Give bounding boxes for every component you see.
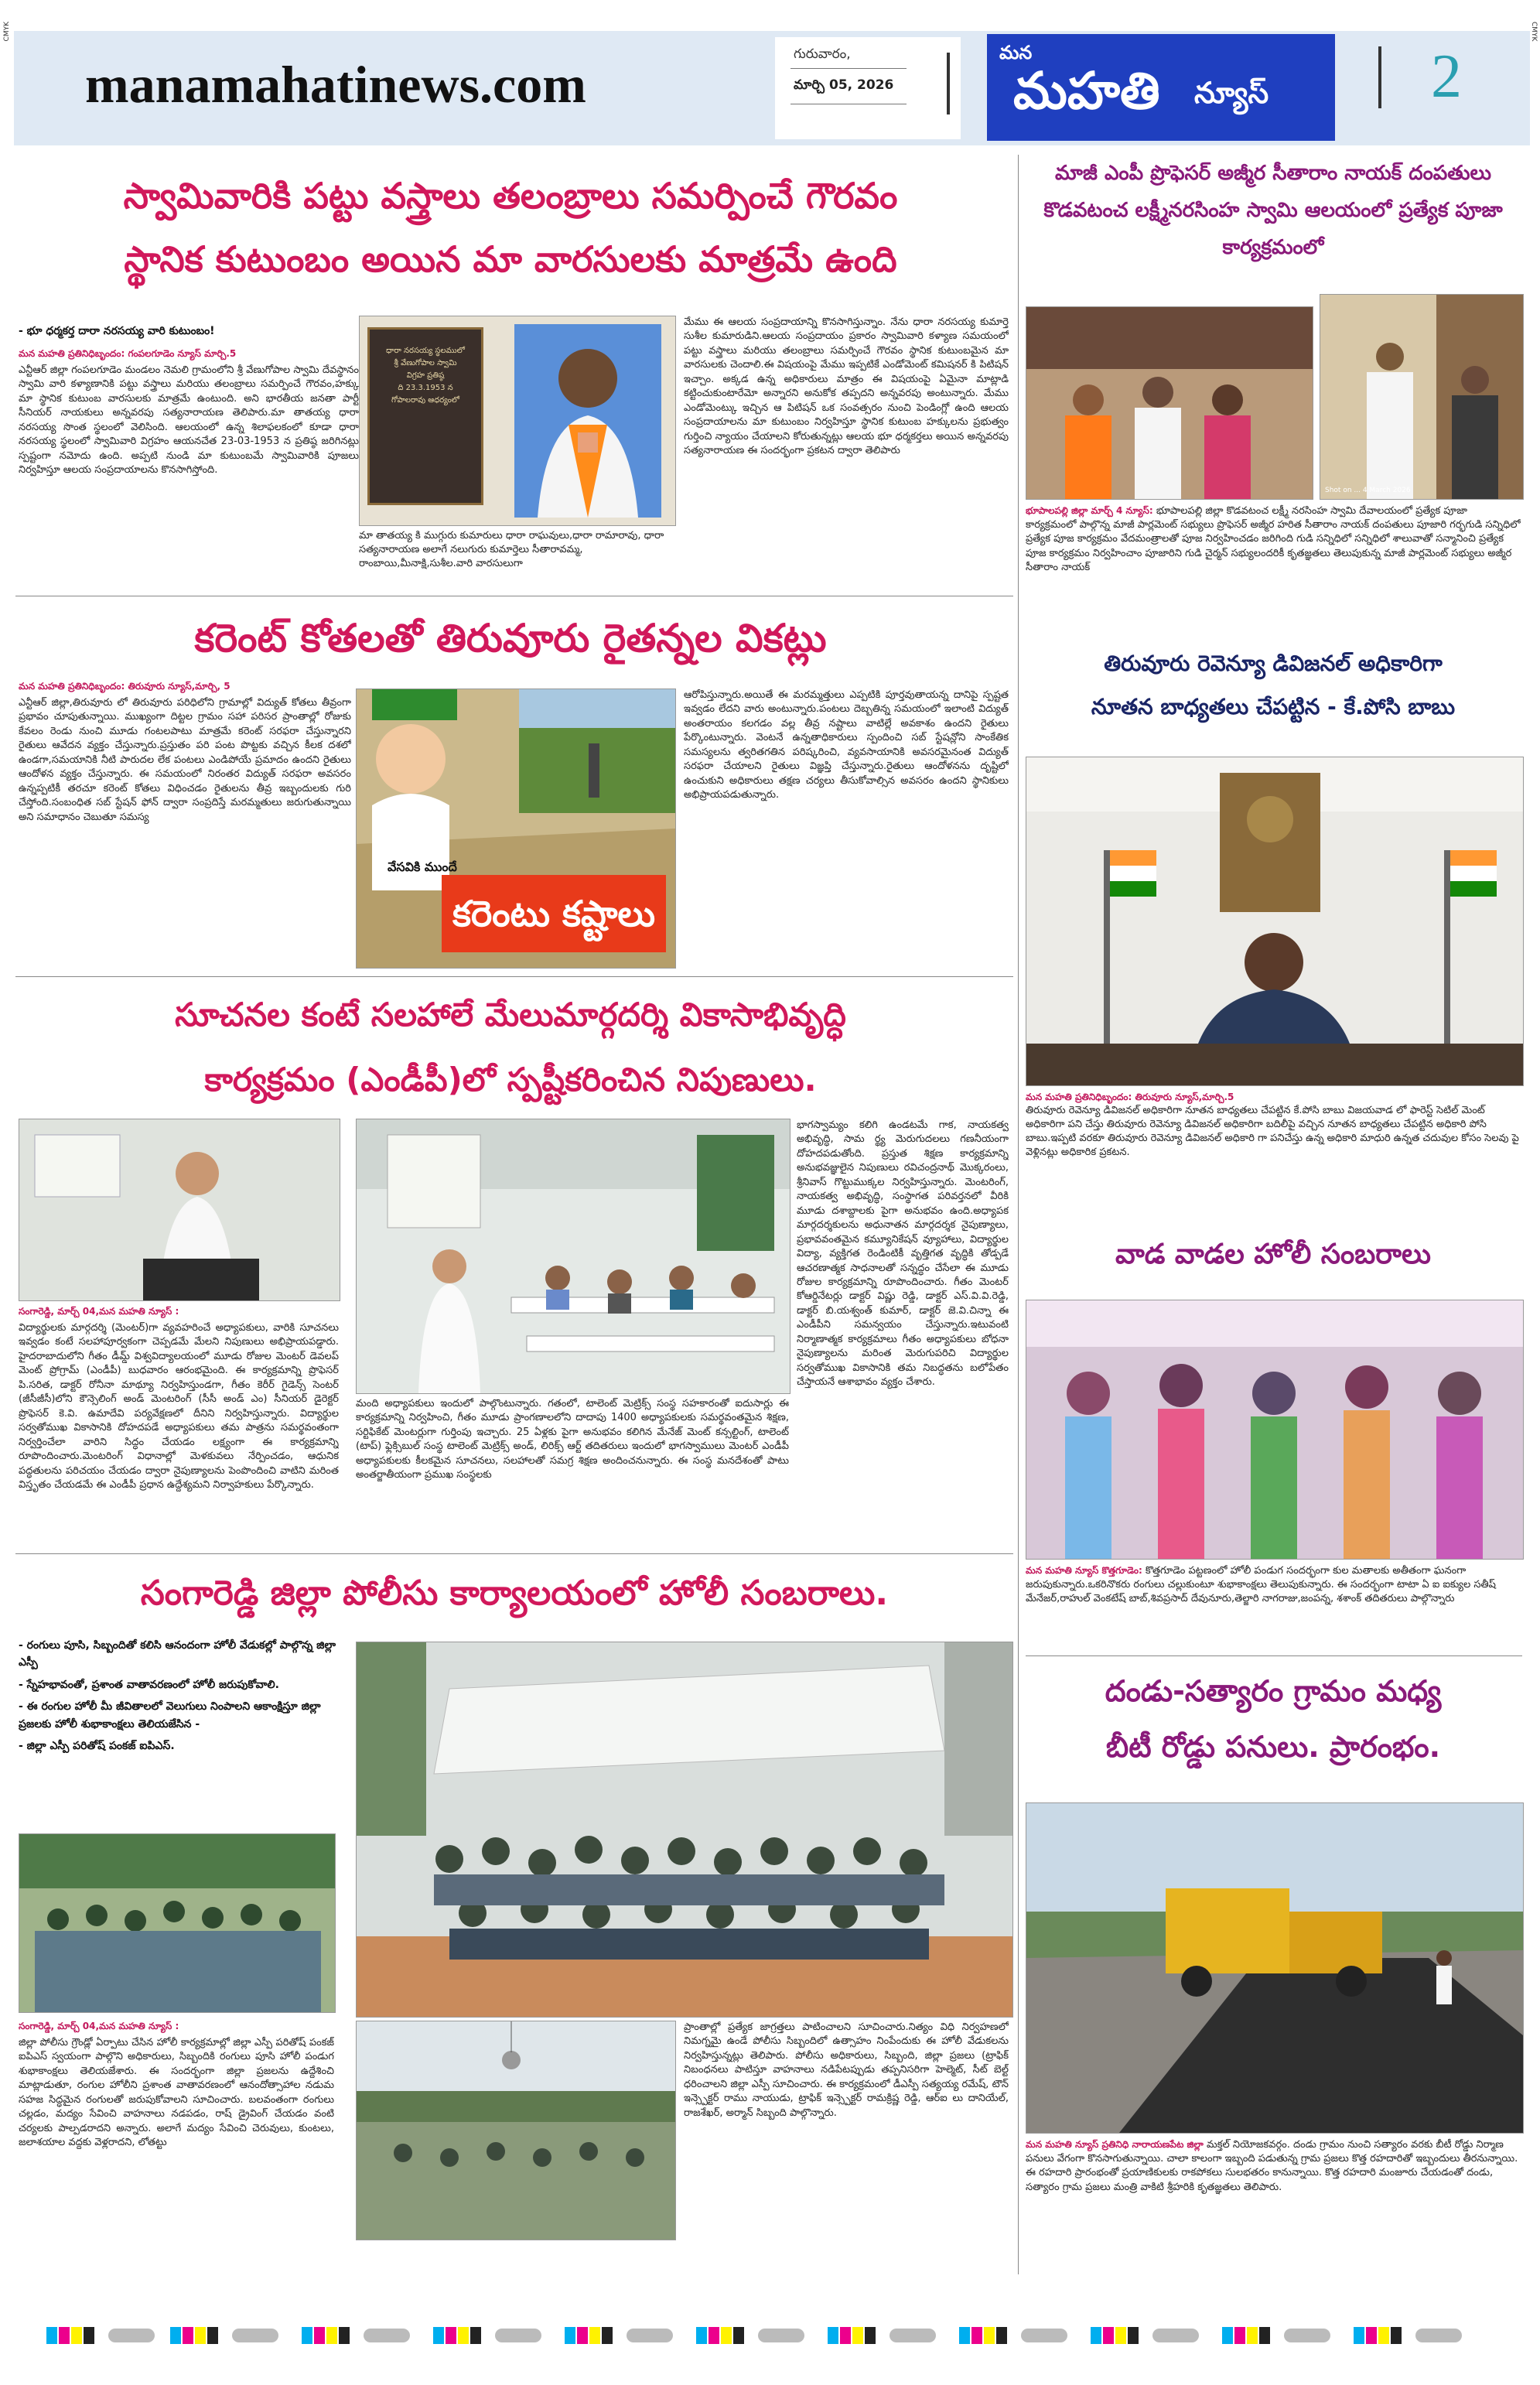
plaque-line: శ్రీ వేణుగోపాల స్వామి (394, 359, 457, 367)
story8-headline (1026, 1663, 1521, 1775)
story1-headline-line1: స్వామివారికి పట్టు వస్త్రాలు తలంబ్రాలు సమర్పించే గౌరవం (123, 175, 898, 217)
officer-office-illustration (1026, 757, 1523, 1085)
story6-photo (1026, 757, 1524, 1086)
story3-headline (15, 982, 1006, 1112)
registration-bar (46, 2327, 1493, 2344)
page-divider-vertical (1378, 46, 1381, 108)
story4-headline: సంగారెడ్డి జిల్లా పోలీసు కార్యాలయంలో హోలీ సంబరాలు. (140, 1573, 889, 1613)
story4-column-1: జిల్లా పోలీసు గ్రౌండ్లో ఏర్పాటు చేసిన హోలీ కార్యక్రమాల్లో జిల్లా ఎస్పీ పరితోష్ పంకజ్ ఐపిఎస్ స్వయంగా పాల్గొని అధికారులు, సిబ్బందికి రంగులు పూసి హోలీ పండుగ శుభాకాంక్షలు తెలియజేశారు. ఈ సందర్భంగా జిల్లా ప్రజలను ఉద్దేశించి మాట్లాడుతూ, రంగుల హోలీని ప్రశాంత వాతావరణంలో ఆనందోత్సాహాల నడుమ సహజ సిద్ధమైన రంగులతో జరుపుకోవాలని సూచించారు. బలవంతంగా రంగులు చల్లడం, మద్యం సేవించి వాహనాలు నడపడం, రాష్ డ్రైవింగ్ చేయడం వంటి చర్యలకు పాల్పడరాదని అన్నారు. అలాగే మద్యం సేవించి చెరువులు, కుంటలు, జలాశయాల వద్దకు వెళ్లరాదని, లోతట్టు (19, 2037, 334, 2149)
story2-column-1: ఎన్టీఆర్ జిల్లా,తిరువూరు లో తిరువూరు పరిధిలోని గ్రామాల్లో విద్యుత్ కోతలు తీవ్రంగా ప్రభావం చూపుతున్నాయి. ముఖ్యంగా దిట్టల గ్రామం సహా పరిసర ప్రాంతాల్లో రోజుకు కేవలం రెండు నుంచి మూడు గంటలపాటు మాత్రమే కరెంట్ సరఫరా చేస్తున్నారని రైతులు ఆవేదన వ్యక్తం చేస్తున్నారు.ప్రస్తుతం పరి పంట పొట్టకు వచ్చిన కీలక దశలో ఉండగా,సమయానికి నీటి పారుదల లేక పంటలు ఎండిపోయే ప్రమాదం ఉందని రైతులు ఆందోళన వ్యక్తం చేస్తున్నారు. ఈ సమయంలో నిరంతర విద్యుత్ సరఫరా అవసరం ఉన్నప్పటికీ తరచూ కరెంట్ కోతలు విధించడం రైతులను తీవ్ర ఇబ్బందులకు గురి చేస్తోంది.సంబంధిత సబ్ స్టేషన్ ఫోన్ ద్వారా సంప్రదిస్తే మరమ్మతులు జరుగుతున్నాయి అని సమాధానం చెబుతూ సమస్య (19, 697, 351, 823)
story7-body: కొత్తగూడెం పట్టణంలో హోలీ పండుగ సందర్భంగా కుల మతాలకు అతీతంగా ఘనంగా జరుపుకున్నారు.ఒకరినొకరు రంగులు చల్లుకుంటూ శుభాకాంక్షలు తెలుపుకున్నారు. ఈ సందర్భంగా టాటా ఏ ఐ ఐక్యుల సతీష్ మేనేజర్,రాహుల్ వెంకటేష్ బాబ్,శివప్రసాద్ దేవునూరు,తెల్జారి నాగరాజు,జంపన్న, శశాంక్ తదితరులు పాల్గొన్నారు (1026, 1565, 1496, 1605)
date-divider-vertical (947, 53, 950, 114)
story6-body: తిరువూరు రెవెన్యూ డివిజనల్ అధికారిగా నూతన బాధ్యతలు చేపట్టిన కే.పోసి బాబు విజయవాడ లో ఫారెస్ట్ సెటిల్ మెంట్ అధికారిగా పని చేస్తు తిరువూరు రెవెన్యూ డివిజనల్ అధికారిగా బదిలీపై వచ్చిన నూతన బాధ్యతలు చేపట్టిన అధికారి పోసి బాబు.ఇప్పటి వరకూ తిరువూరు రెవెన్యూ డివిజనల్ అధికారి గా పనిచేస్తు ఉన్న అధికారి మాధురి ఉన్నత చదువుల కోసం సెలవు పై వెళ్లినట్లు అధికారిక ప్రకటన. (1026, 1104, 1519, 1159)
plaque-line: గోపాలరావు ఆధర్యంలో (391, 396, 459, 405)
story1-headline (15, 164, 1006, 291)
story3-headline-line2: కార్యక్రమం (ఎండీపీ)లో స్పష్టీకరించిన నిపుణులు. (204, 1061, 817, 1099)
story1-column-1: ఎన్టీఆర్ జిల్లా గంపలగూడెం మండలం నెమలి గ్రామంలోని శ్రీ వేణుగోపాల స్వామి దేవస్థానం స్వామి వారి కళ్యాణానికి పట్టు వస్త్రాలు మరియు తలంబ్రాలు సమర్పించే గౌరవం,హక్కు మా స్థానిక కుటుంబ వారసులకు మాత్రమే ఉంటుంది. అని భారతీయ జనతా పార్టీ సీనియర్ నాయకులు అన్నవరపు సత్యనారాయణ తెలిపారు.మా తాతయ్య ధారా నరసయ్య సొంత స్థలంలో వెలిసింది. ఆలయంలో ఉన్న శిలాఫలకంలో కూడా ధారా నరసయ్య స్థలంలో స్వామివారి విగ్రహం ఆయనచేత 23-03-1953 న ప్రతిష్ఠ జరిగినట్లు స్పష్టంగా నమోదు ఉంది. అప్పటి నుండి మా కుటుంబమే స్వామివారికి పూజలు నిర్వహిస్తూ ఆలయ సంప్రదాయాలను కొనసాగిస్తోంది. (19, 364, 359, 477)
story1-subhead: - భూ ధర్మకర్త దారా నరసయ్య వారి కుటుంబం! (19, 325, 215, 337)
story3-column-3: భాగస్వామ్యం కలిగి ఉండటమే గాక, నాయకత్వ అభివృద్ధి, సామ ర్థ్య మెరుగుదలలు గణనీయంగా దోహదపడుతోంది. ప్రస్తుత శిక్షణ కార్యక్రమాన్ని అనుభవజ్ఞులైన నిపుణులు రవిచంద్రనాథ్ మొక్కరంలు, శ్రీనివాస్ గొట్టుముక్కల నిర్వహిస్తున్నారు. మెంటరింగ్, నాయకత్వ అభివృద్ధి, సంస్థాగత పరివర్తనలో వీరికి మూడు దశాబ్దాలకు పైగా అనుభవం ఉంది.అధ్యాపక మార్గదర్శకులను అధునాతన మార్గదర్శక నైపుణ్యాలు, ప్రభావవంతమైన కమ్యూనికేషన్ వ్యూహాలు, విద్యార్థుల విద్యా, వ్యక్తిగత రెండింటికీ వృత్తిగత వృద్ధికి తోడ్పడే ఆచరణాత్మక సాధనాలతో సన్నద్ధం చేసేలా ఈ మూడు రోజుల కార్యక్రమాన్ని రూపొందించారు. గీతం మెంటర్ కోఆర్డినేటర్లు డాక్టర్ విష్ణు రెడ్డి, డాక్టర్ ఎస్.వి.వి.రెడ్డి, డాక్టర్ బి.యశ్వంత్ కుమార్, డాక్టర్ జె.వి.చిన్నా ఈ ఎండీపీని సమన్వయం చేస్తున్నారు.ఇటువంటి నిర్మాణాత్మక కార్యక్రమాలు గీతం అధ్యాపకులు బోధనా నైపుణ్యాలను మరింత మెరుగుపరిచి విద్యార్థుల సర్వతోముఖ వికాసానికి తమ నిబద్ధతను బలోపేతం చేస్తాయనే ఆశాభావం వ్యక్తం చేశారు. (797, 1119, 1009, 1389)
story3-dateline: సంగారెడ్డి, మార్చ్ 04,మన మహతి న్యూస్ : (19, 1306, 179, 1317)
story2-column-3: ఆరోపిస్తున్నారు.అయితే ఈ మరమ్మత్తులు ఎప్పటికి పూర్తవుతాయన్న దానిపై స్పష్టత ఇవ్వడం లేదని వారు అంటున్నారు.పంటలు దెబ్బతిన్న సమయంలో ఇలాంటి విద్యుత్ అంతరాయం కలగడం వల్ల తీవ్ర నష్టాలు వాటిల్లే అవకాశం ఉందని రైతులు పేర్కొంటున్నారు. వెంటనే ఉన్నతాధికారులు స్పందించి సబ్ స్టేషన్లోని సాంకేతిక సమస్యలను త్వరితగతిన పరిష్కరించి, వ్యవసాయానికి అవసరమైనంత విద్యుత్ సరఫరా చేయాలని రైతులు విజ్ఞప్తి చేస్తున్నారు.రైతులు ఆందోళనను దృష్టిలో ఉంచుకుని అధికారులు తక్షణ చర్యలు తీసుకోవాల్సిన అవసరం ఉందని స్థానికులు అభిప్రాయపడుతున్నారు. (684, 689, 1009, 801)
story6-headline-line1: తిరువూరు రెవెన్యూ డివిజనల్ అధికారిగా (1104, 651, 1443, 676)
story1-photo-caption: మా తాతయ్య కి ముగ్గురు కుమారులు ధారా రాఘవులు,ధారా రామారావు, ధారా సత్యనారాయణ అలాగే నలుగురు కుమార్తెలు సీతారావమ్మ, రాంబాయి,మీనాక్షి,సుశీల.వారి వారసులుగా (359, 530, 664, 570)
road-construction-illustration (1026, 1803, 1523, 2133)
story3-photo-speaker (19, 1119, 340, 1301)
story7-headline: వాడ వాడల హోలీ సంబరాలు (1115, 1239, 1431, 1270)
story4-photo-small (19, 1833, 336, 2013)
story6-text (1026, 1091, 1521, 1191)
page-number: 2 (1431, 43, 1462, 111)
bullet-item: - స్నేహభావంతో, ప్రశాంత వాతావరణంలో హోలీ జరుపుకోవాలి. (19, 1678, 279, 1691)
divider (15, 1553, 1013, 1554)
temple-interior-illustration (1320, 295, 1523, 499)
logo-small-text: మన (999, 42, 1033, 63)
plaque-line: ధారా నరసయ్య స్థలములో (386, 347, 465, 355)
holi-ground-illustration (357, 2021, 675, 2240)
masthead-logo (987, 34, 1335, 141)
divider (15, 976, 1013, 977)
column-divider (1018, 155, 1019, 2274)
divider (1026, 1655, 1522, 1656)
holi-group-illustration (357, 1642, 1012, 2017)
story1-photo (359, 316, 676, 526)
story4-dateline: సంగారెడ్డి, మార్చ్ 04,మన మహతి న్యూస్ : (19, 2021, 179, 2031)
issue-day: గురువారం, (794, 46, 851, 62)
story4-column-3: ప్రాంతాల్లో ప్రత్యేక జాగ్రత్తలు పాటించాలని సూచించారు.నిత్యం విధి నిర్వహణలో నిమగ్నమై ఉండే పోలీసు సిబ్బందిలో ఉత్సాహం నింపేందుకు ఈ హోలీ వేడుకలను నిర్వహిస్తున్నట్లు తెలిపారు. పోలీసు అధికారులు, సిబ్బంది, జిల్లా ప్రజలు (ట్రాఫిక్ నిబంధనలు పాటిస్తూ వాహనాలు నడిపేటప్పుడు తప్పనిసరిగా హెల్మెట్, సీట్ బెల్ట్ ధరించాలని జిల్లా ఎస్పీ సూచించారు. ఈ కార్యక్రమంలో డీఎస్పీ సత్యయ్య రమేష్, టౌన్ ఇన్స్పెక్టర్ రాము నాయుడు, ట్రాఫిక్ ఇన్స్పెక్టర్ రామక్రిష్ణ రెడ్డి, ఆర్ఐ లు దానియేల్, రాజశేఖర్, అర్మాన్ సిబ్బంది పాల్గొన్నారు. (684, 2021, 1009, 2119)
issue-date: మార్చి 05, 2026 (794, 77, 894, 93)
classroom-illustration (357, 1119, 790, 1393)
story3-photo-classroom (356, 1119, 790, 1394)
bullet-item: - జిల్లా ఎస్పీ పరితోష్ పంకజ్ ఐపిఎస్. (19, 1739, 175, 1752)
holi-crowd-illustration (19, 1834, 335, 2012)
story5-photo-right (1320, 294, 1524, 500)
story2-dateline: మన మహతి ప్రతినిధిబృందం: తిరువూరు న్యూస్,మార్చి, 5 (19, 681, 230, 692)
image-banner-top: వేసవికి ముందే (388, 859, 457, 874)
story8-text (1026, 2138, 1521, 2247)
story2-headline: కరెంట్ కోతలతో తిరువూరు రైతన్నల వికట్లు (194, 616, 827, 661)
date-divider-1 (790, 68, 907, 69)
logo-main-text: మహతి (1013, 61, 1160, 121)
story8-body: మక్తల్ నియోజకవర్గం. దండు గ్రామం నుంచి సత్యారం వరకు బీటీ రోడ్డు నిర్మాణ పనులు వేగంగా కొనసాగుతున్నాయి. చాలా కాలంగా ఇబ్బంది పడుతున్న గ్రామ ప్రజలు కొత్త రహదారితో ఇబ్బందులు తీరనున్నాయి. ఈ రహదారి ప్రారంభంతో ప్రయాణికులకు రాకపోకలు సులభతరం కానున్నాయి. కొత్త రహదారి మంజూరు చేయడంతో దండు, సత్యారం గ్రామ ప్రజలు మంత్రి వాకిటి శ్రీహరికి కృతజ్ఞతలు తెలిపారు. (1026, 2139, 1518, 2193)
story3-headline-line1: సూచనల కంటే సలహాలే మేలుమార్గదర్శి వికాసాభివృద్ధి (175, 996, 846, 1034)
story2-image (356, 689, 676, 969)
story6-headline (1026, 642, 1521, 729)
story5-photo-left (1026, 306, 1313, 500)
story5-headline: మాజీ ఎంపీ ప్రొఫెసర్ అజ్మీర సీతారాం నాయక్ దంపతులు కొడవటంచ లక్ష్మీనరసింహ స్వామి ఆలయంలో ప్రత్యేక పూజా కార్యక్రమంలో (1043, 162, 1503, 259)
story5-text (1026, 504, 1521, 616)
story7-dateline: మన మహతి న్యూస్ కొత్తగూడెం: (1026, 1565, 1142, 1576)
story8-photo (1026, 1802, 1524, 2134)
person-portrait (514, 324, 661, 518)
story1-dateline: మన మహతి ప్రతినిధిబృందం: గంపలగూడెం న్యూస్ మార్చి.5 (19, 348, 237, 359)
story6-headline-line2: నూతన బాధ్యతలు చేపట్టిన - కే.పోసి బాబు (1091, 694, 1456, 719)
story3-column-2: మంది అధ్యాపకులు ఇందులో పాల్గొంటున్నారు. గతంలో, టాలెంట్ మెట్రిక్స్ సంస్థ సహకారంతో ఐదుసార్లు ఈ కార్యక్రమాన్ని నిర్వహించి, గీతం మూడు ప్రాంగణాలలోని దాదాపు 1400 అధ్యాపకులకు సమర్థవంతమైన శిక్షణ, సర్టిఫికేట్ మెంటర్లుగా గుర్తింపు ఇచ్చారు. 25 ఏళ్లకు పైగా అనుభవం కలిగిన మేనేజ్ మెంట్ కన్సల్టింగ్, టాలెంట్ (టాప్) ఫ్లెక్సిబుల్ సంస్థ టాలెంట్ మెట్రిక్స్ అండ్, లిరిక్స్ ఆర్ట్ తదితరులు ఇందులో భాగస్వాములు మెంటర్ ఎండీపీ అధ్యాపకులకు కీలకమైన సూచనలు, సలహాలతో సమగ్ర శిక్షణ అందించనున్నారు. ఈ సంస్థ మనదేశంతో పాటు అంతర్జాతీయంగా ప్రముఖ సంస్థలకు (356, 1398, 789, 1481)
story7-photo (1026, 1300, 1524, 1560)
story4-bullets (19, 1637, 343, 1759)
plaque-image (367, 327, 483, 505)
plaque-line: ది 23.3.1953 న (398, 384, 453, 392)
bullet-item: - రంగులు పూసి, సిబ్బందితో కలిసి ఆనందంగా హోలీ వేడుకల్లో పాల్గొన్న జిల్లా ఎస్పీ (19, 1639, 336, 1669)
holi-celebration-illustration (1026, 1300, 1523, 1559)
temple-puja-illustration (1026, 307, 1313, 499)
image-banner: కరెంటు కష్టాలు (442, 875, 666, 952)
story4-photo-bottom (356, 2021, 676, 2240)
photo-stamp: Shot on ... 4 March 2026 (1325, 487, 1411, 494)
corner-mark-left: CMYK (3, 22, 11, 42)
story3-column-1: విద్యార్థులకు మార్గదర్శి (మెంటర్)గా వ్యవహరించే అధ్యాపకులు, వారికి సూచనలు ఇవ్వడం కంటే సలహాపూర్వకంగా చెప్పడమే మేలని నిపుణులు అభిప్రాయపడ్డారు. హైదరాబాదులోని గీతం డీమ్డ్ విశ్వవిద్యాలయంలో మూడు రోజుల మెంటర్ డెవలప్ మెంట్ ప్రోగ్రామ్ (ఎండీపీ) బుధవారం ఆరంభమైంది. ఈ కార్యక్రమాన్ని ప్రొఫెసర్ పి.సరిత, డాక్టర్ రోనీనా మాథ్యూ నిర్వహిస్తుండగా, గీతం కెరీర్ గైడెన్స్ సెంటర్ (జీసీజీసీ)లోని కౌన్సెలింగ్ అండ్ మెంటరింగ్ (సీసీ అండ్ ఎం) సీనియర్ డైరెక్టర్ ప్రొఫెసర్ కె.వి. ఉమాదేవి పర్యవేక్షణలో దీనిని నిర్వహిస్తున్నారు. విద్యార్థుల సర్వతోముఖ వికాసానికి దోహదపడే అధ్యాపకులు తమ పాత్రను సమర్థవంతంగా నిర్వర్తించేలా వారిని సిద్ధం చేయడం లక్ష్యంగా ఈ కార్యక్రమాన్ని రూపొందించారు.మెంటరింగ్ విధానాల్లో మెళకువలు నేర్పించడం, ఆధునిక పద్ధతులను పరిచయం చేయడం ద్వారా నైపుణ్యాలను పెంపొందించి వాటిని మరింత విస్తృతం చేయడమే ఈ ఎండీపీ ప్రధాన ఉద్దేశ్యమని నిర్వాహకులు పేర్కొన్నారు. (19, 1322, 339, 1491)
story5-body: భూపాలపల్లి జిల్లా కొడవటంచ లక్ష్మీ నరసింహ స్వామి దేవాలయంలో ప్రత్యేక పూజా కార్యక్రమంలో పాల్గొన్న మాజీ పార్లమెంట్ సభ్యులు ప్రొఫెసర్ అజ్మీర హరిత సీతారాం నాయక్ దంపతులు పూజారి గర్భగుడి సన్నిధిలో ప్రత్యేక పూజ కార్యక్రమం వేదమంత్రాలతో పూజ నిర్వహించడం జరిగింది గుడి సన్నిధిలో సన్నిధిలో శాలువాతో సన్మానించి ప్రత్యేక పూజ కార్యక్రమం నిర్వహించాం పూజారిని గుడి చైర్మన్ సభ్యులందరికీ కృతజ్ఞతలు తెలుపుకున్న మాజీ పార్లమెంట్ సభ్యులు అజ్మీర సీతారాం నాయక్ (1026, 505, 1521, 573)
story1-headline-line2: స్థానిక కుటుంబం అయిన మా వారసులకు మాత్రమే ఉంది (124, 238, 897, 280)
logo-suffix-text: న్యూస్ (1194, 76, 1269, 110)
story8-headline-line2: బీటీ రోడ్డు పనులు. ప్రారంభం. (1105, 1730, 1441, 1764)
story1-column-3: మేము ఈ ఆలయ సంప్రదాయాన్ని కొనసాగిస్తున్నాం. నేను ధారా నరసయ్య కుమార్తె సుశీల కుమారుడిని.ఆలయ సంప్రదాయం ప్రకారం స్వామివారి కళ్యాణ సమయంలో పట్టు వస్త్రాలు మరియు తలంబ్రాలు సమర్పించే గౌరవం స్థానిక కుటుంబమైన మా వారసులకు చెందాలి.ఈ విషయంపై మేము ఇప్పటికే ఎండోమెంట్ కమిషనర్ కి పిటిషన్ ఇచ్చాం. అక్కడ ఉన్న అధికారులు మాత్రం ఈ విషయంపై ఏమైనా మాట్లాడి కట్టించుకుంటారేమో అన్నారని అనుకోక తప్పదని అన్నవరపు అంటున్నారు. మేము ఎండోమెంట్కు ఇచ్చిన ఆ పిటిషన్ ఒక సంవత్సరం నుంచి పెండింగ్లో ఉంది ఆలయ సంప్రదాయాలను మా కుటుంబం నిర్వహిస్తూ స్థానిక కుటుంబ హక్కులను ప్రభుత్వం గుర్తించి న్యాయం చేయాలని కోరుతున్నట్లు ఆలయ భూ ధర్మకర్తలు అయిన అన్నవరపు సత్యనారాయణ ఈ సందర్భంగా ప్రకటన ద్వారా తెలిపారు (684, 316, 1009, 457)
corner-mark-right: CMYK (1530, 22, 1538, 42)
story8-dateline: మన మహతి న్యూస్ ప్రతినిధి నారాయణపేట జిల్లా (1026, 2139, 1204, 2150)
color-registration-marks (46, 2327, 1493, 2344)
date-box (775, 37, 961, 139)
story4-photo-large (356, 1642, 1013, 2018)
story8-headline-line1: దండు-సత్యారం గ్రామం మధ్య (1105, 1674, 1442, 1708)
bullet-item: - ఈ రంగుల హోలీ మీ జీవితాలలో వెలుగులు నింపాలని ఆకాంక్షిస్తూ జిల్లా ప్రజలకు హోలీ శుభాకాంక్షలు తెలియజేసిన - (19, 1700, 321, 1731)
story5-dateline: భూపాలపల్లి జిల్లా మార్చ్ 4 న్యూస్: (1026, 505, 1153, 516)
website-title: manamahatinews.com (85, 55, 586, 114)
story7-text (1026, 1564, 1521, 1649)
plaque-line: విగ్రహ ప్రతిష్ఠ (406, 371, 445, 380)
story6-dateline: మన మహతి ప్రతినిధిబృందం: తిరువూరు న్యూస్,మార్చి.5 (1026, 1092, 1234, 1102)
speaker-illustration (19, 1119, 340, 1300)
